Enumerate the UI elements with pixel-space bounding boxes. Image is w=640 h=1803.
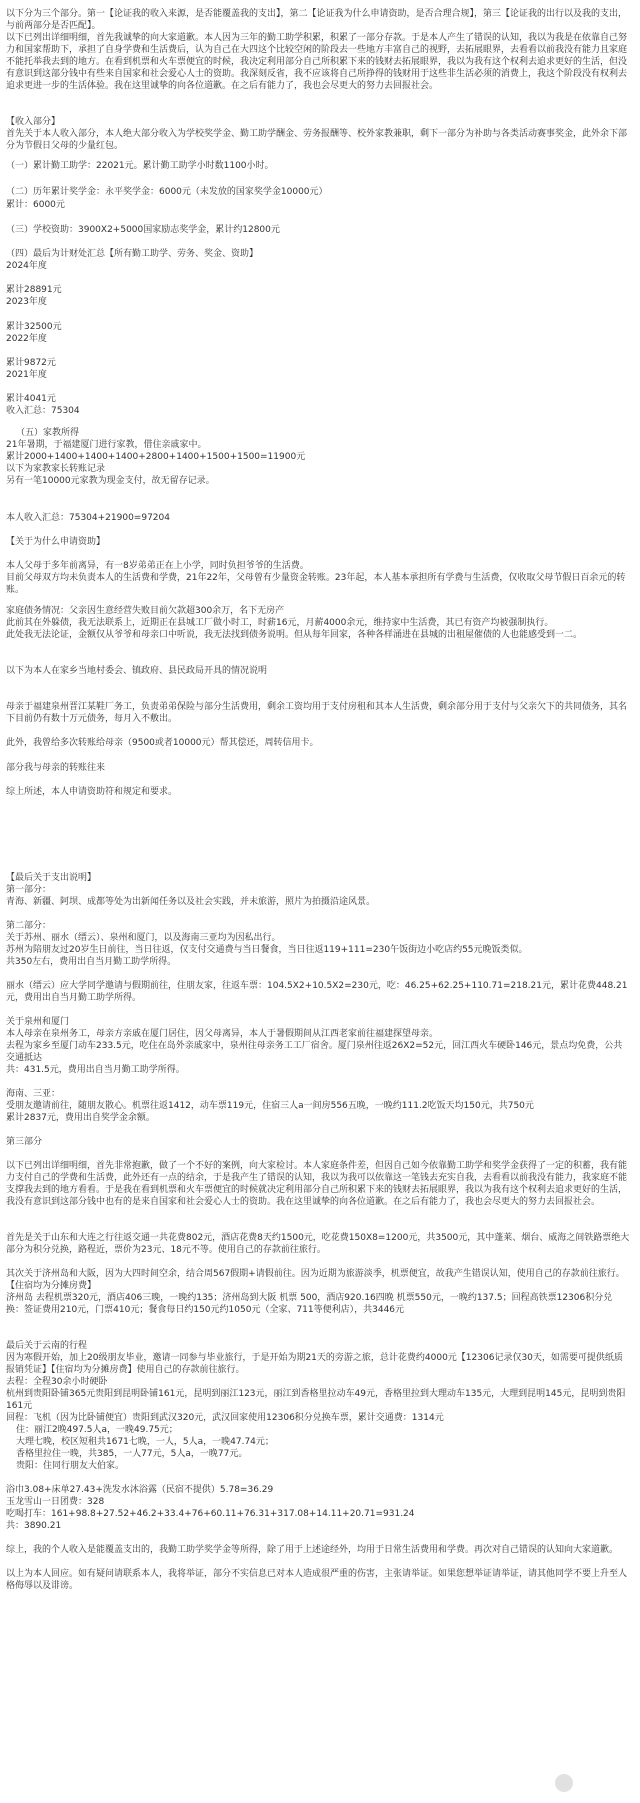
text-line: 此处我无法论证，金额仅从爷爷和母亲口中听说，我无法找到债务说明。但从每年回家，各种各样涌进在县城的出租屋催债的人也能感受到一二。 — [6, 630, 583, 640]
text-line: 首先关于本人收入部分，本人绝大部分收入为学校奖学金、勤工助学酬金、劳务报酬等、校外家教兼职，剩下一部分为补助与各类活动赛事奖金，此外余下部分为节假日父母的少量红包。 — [6, 129, 628, 151]
text-line: 杭州到贵阳卧铺365元贵阳到昆明卧铺161元，昆明到丽江123元，丽江到香格里拉动车49元，香格里拉到大理动车135元，大理到昆明145元，昆明到贵阳161元 — [6, 1389, 626, 1411]
text-line: 贵阳：住同行朋友大伯家。 — [16, 1461, 125, 1471]
text-line: 累计28891元 — [6, 285, 62, 295]
text-line: （三）学校资助：3900X2+5000国家励志奖学金，累计约12800元 — [6, 225, 280, 235]
watermark-avatar-icon — [555, 1774, 573, 1792]
text-line: 累计32500元 — [6, 322, 62, 332]
text-line: 累计：6000元 — [6, 200, 65, 210]
text-line: 母亲于福建泉州晋江某鞋厂务工，负责弟弟保险与部分生活费用，剩余工资均用于支付房租和其本人生活费，剩余部分用于支付与父亲欠下的共同债务，其名下目前仍有数十万元债务，每月入不敷出。 — [6, 702, 628, 724]
text-line: （五）家教所得 — [16, 428, 80, 438]
text-line: 2023年度 — [6, 297, 47, 307]
text-line: 21年暑期，于福建厦门进行家教，借住亲戚家中。 — [6, 440, 207, 450]
text-line: 本人收入汇总：75304+21900=97204 — [6, 513, 170, 523]
text-line: 综上，我的个人收入是能覆盖支出的，我勤工助学奖学金等所得，除了用于上述途经外，均用于日常生活费用和学费。再次对自己错误的认知向大家道歉。 — [6, 1545, 619, 1555]
text-line: 以下为本人在家乡当地村委会、镇政府、县民政局开具的情况说明 — [6, 666, 268, 676]
text-line: 【关于为什么申请资助】 — [6, 537, 106, 547]
text-line: 青海、新疆、阿坝、成都等处为出新闻任务以及社会实践，并未旅游，照片为拍摄沿途风景。 — [6, 897, 376, 907]
text-line: 第二部分： — [6, 921, 52, 931]
text-line: 第三部分 — [6, 1137, 43, 1147]
text-line: 以上为本人回应。如有疑问请联系本人，我将举证，部分不实信息已对本人造成很严重的伤害，主张请举证。如果您想举证请举证，请其他同学不要上升至人格侮辱以及诽谤。 — [6, 1569, 628, 1591]
text-line: 以下为家教家长转账记录 — [6, 464, 106, 474]
text-line: 目前父母双方均未负责本人的生活费和学费，21年22年，父母曾有少量资金转账。23年起，本人基本承担所有学费与生活费，仅收取父母节假日百余元的转账。 — [6, 573, 626, 595]
text-line: （一）累计勤工助学：22021元。累计勤工助学小时数1100小时。 — [6, 161, 274, 171]
text-line: 收入汇总：75304 — [6, 406, 80, 416]
text-line: 共350左右，费用出自当月勤工助学所得。 — [6, 957, 177, 967]
text-line: 【收入部分】 — [6, 117, 61, 127]
text-line: 以下已列出详细明细，首先非常抱歉，做了一个不好的案例，向大家检讨。本人家庭条件差，但因自己如今依靠勤工助学和奖学金获得了一定的积蓄，我有能力支付自己的学费和生活费，此外还有一点的结余，于是我产生了错误的认知，我以为我可以依靠这一笔钱去充实自我，去看看以前我没有能力，我家庭不能支撑我去到的地方看看。于是我在看到机票和火车票便宜的时候就决定利用部分自己所积累下来的钱财去拓展眼界，我以为我有这个权利去追求更好的生活，我没有意识到这部分钱中也有的是来自国家和社会爱心人士的资助。我在这里诚挚的向各位道歉。在之后有能力了，我也会尽更大的努力去回报社会。 — [6, 1161, 628, 1207]
text-line: 玉龙雪山一日团费：328 — [6, 1497, 105, 1507]
text-line: 去程为家乡至厦门动车233.5元，吃住在岛外亲戚家中，泉州往母亲务工工厂宿舍。厦门泉州往返26X2=52元，回江西火车硬卧146元，景点均免费，公共交通抵达 — [6, 1041, 623, 1063]
text-line: 部分我与母亲的转账往来 — [6, 763, 106, 773]
text-line: （二）历年累计奖学金：永平奖学金：6000元（未发放的国家奖学金10000元） — [6, 187, 328, 197]
text-line: 海南、三亚： — [6, 1089, 61, 1099]
text-line: 2021年度 — [6, 370, 47, 380]
text-line: 累计2000+1400+1400+1400+2800+1400+1500+1500=11900元 — [6, 452, 306, 462]
text-line: 香格里拉住一晚，共385，一人77元，5人a，一晚77元。 — [16, 1449, 248, 1459]
text-line: 此前其在外躲债，我无法联系上，近期正在县城工厂做小时工，时薪16元，月薪4000余元，维持家中生活费，其已有资产均被强制执行。 — [6, 618, 554, 628]
watermark — [555, 1772, 635, 1796]
text-line: 此外，我曾给多次转账给母亲（9500或者10000元）帮其偿还，周转信用卡。 — [6, 738, 319, 748]
text-line: 受朋友邀请前往，随朋友散心。机票往返1412，动车票119元，住宿三人a一间房556五晚，一晚约111.2吃饭天均150元，共750元 — [6, 1101, 534, 1111]
text-line: 回程：飞机（因为比卧铺便宜）贵阳到武汉320元，武汉回家使用12306积分兑换车票，累计交通费：1314元 — [6, 1413, 444, 1423]
text-line: 综上所述，本人申请资助符和规定和要求。 — [6, 787, 178, 797]
text-line: 首先是关于山东和大连之行往返交通一共花费802元，酒店花费8天约1500元，吃花费150X8=1200元，共3500元，其中蓬莱、烟台、威海之间铁路票绝大部分为积分兑换，路程近，票价为23元、18元不等。使用自己的存款前往旅行。 — [6, 1233, 630, 1255]
text-line: 最后关于云南的行程 — [6, 1341, 88, 1351]
text-line: 吃喝打车：161+98.8+27.52+46.2+33.4+76+60.11+76.31+317.08+14.11+20.71=931.24 — [6, 1509, 415, 1519]
text-line: 家庭债务情况：父亲因生意经营失败目前欠款超300余万，名下无房产 — [6, 606, 285, 616]
text-line: 因为寒假开始，加上20级朋友毕业，邀请一同参与毕业旅行，于是开始为期21天的旁游之旅，总计花费约4000元【12306记录仅30天，如需要可提供纸质报销凭证】【住宿均为分摊房费】使用自己的存款前往旅行。 — [6, 1353, 623, 1375]
text-line: 共：431.5元，费用出自当月勤工助学所得。 — [6, 1065, 185, 1075]
text-line: 苏州为陪朋友过20岁生日前往，当日往返，仅支付交通费与当日餐食，当日往返119+111=230午饭街边小吃店约55元晚饭类似。 — [6, 945, 528, 955]
text-line: 本人母亲在泉州务工，母亲方亲戚在厦门居住，因父母离异，本人于暑假期间从江西老家前往福建探望母亲。 — [6, 1029, 439, 1039]
text-line: 【最后关于支出说明】 — [6, 873, 97, 883]
text-line: 另有一笔10000元家教为现金支付，故无留存记录。 — [6, 476, 215, 486]
text-line: 去程：全程30余小时硬卧 — [6, 1377, 108, 1387]
text-line: 以下已列出详细明细，首先我诚挚的向大家道歉。本人因为三年的勤工助学积累，积累了一部分存款。于是本人产生了错误的认知，我以为我是在依靠自己努力和国家帮助下，承担了自身学费和生活费后，认为自己在大四这个比较空闲的阶段去一些地方丰富自己的视野，去拓展眼界，去看看以前我没有能力且家庭不能托举我去到的地方。在看到机票和火车票便宜的时候，我决定利用部分自己所积累下来的钱财去拓展眼界，我以为我有这个权利去追求更好的生活，但没有意识到这部分钱中有些来自国家和社会爱心人士的资助。我深刻反省，我不应该将自己所挣得的钱财用于这些非生活必须的消费上，我这个阶段没有权利去追求更进一步的生活体验。我在这里诚挚的向各位道歉。在之后有能力了，我也会尽更大的努力去回报社会。 — [6, 33, 628, 91]
text-line: 关于苏州、丽水（缙云）、泉州和厦门，以及海南三亚均为因私出行。 — [6, 933, 281, 943]
text-line: 第一部分： — [6, 885, 52, 895]
text-line: 累计4041元 — [6, 394, 56, 404]
text-line: 丽水（缙云）应大学同学邀请与假期前往，住朋友家，往返车票：104.5X2+10.5X2=230元，吃：46.25+62.25+110.71=218.21元，累计花费448.21元，费用出自当月勤工助学所得。 — [6, 981, 628, 1003]
text-line: （四）最后为计财处汇总【所有勤工助学、劳务、奖金、资助】 — [6, 249, 259, 259]
text-line: 浴巾3.08+床单27.43+洗发水沐浴露（民宿不提供）5.78=36.29 — [6, 1485, 274, 1495]
text-line: 以下分为三个部分。第一【论证我的收入来源，是否能覆盖我的支出】，第二【论证我为什么申请资助，是否合理合规】，第三【论证我的出行以及我的支出，与前两部分是否匹配】。 — [6, 9, 628, 31]
text-line: 大理七晚，校区短租共1671七晚，一人，5人a，一晚47.74元； — [16, 1437, 274, 1447]
text-line: 2024年度 — [6, 261, 47, 271]
text-line: 累计9872元 — [6, 358, 56, 368]
text-line: 2022年度 — [6, 334, 47, 344]
text-line: 本人父母于多年前离异，有一8岁弟弟正在上小学，同时负担爷爷的生活费。 — [6, 561, 309, 571]
text-line: 济州岛 去程机票320元，酒店406三晚，一晚约135；济州岛到大阪 机票 500，酒店920.16四晚 机票550元，一晚约137.5；回程高铁票12306积分兑换：签证费用210元，门票410元；餐食每日约150元约1050元（全家、711等便利店），共3446元 — [6, 1293, 613, 1315]
text-line: 其次关于济州岛和大阪，因为大四时间空余，结合周567假期+请假前往。因为近期为旅游淡季，机票便宜，故我产生错误认知，使用自己的存款前往旅行。【住宿均为分摊房费】 — [6, 1269, 625, 1291]
text-line: 关于泉州和厦门 — [6, 1017, 70, 1027]
text-line: 共：3890.21 — [6, 1521, 62, 1531]
text-line: 累计2837元，费用出自奖学金余额。 — [6, 1113, 155, 1123]
text-line: 住：丽江2晚497.5人a，一晚49.75元； — [16, 1425, 178, 1435]
